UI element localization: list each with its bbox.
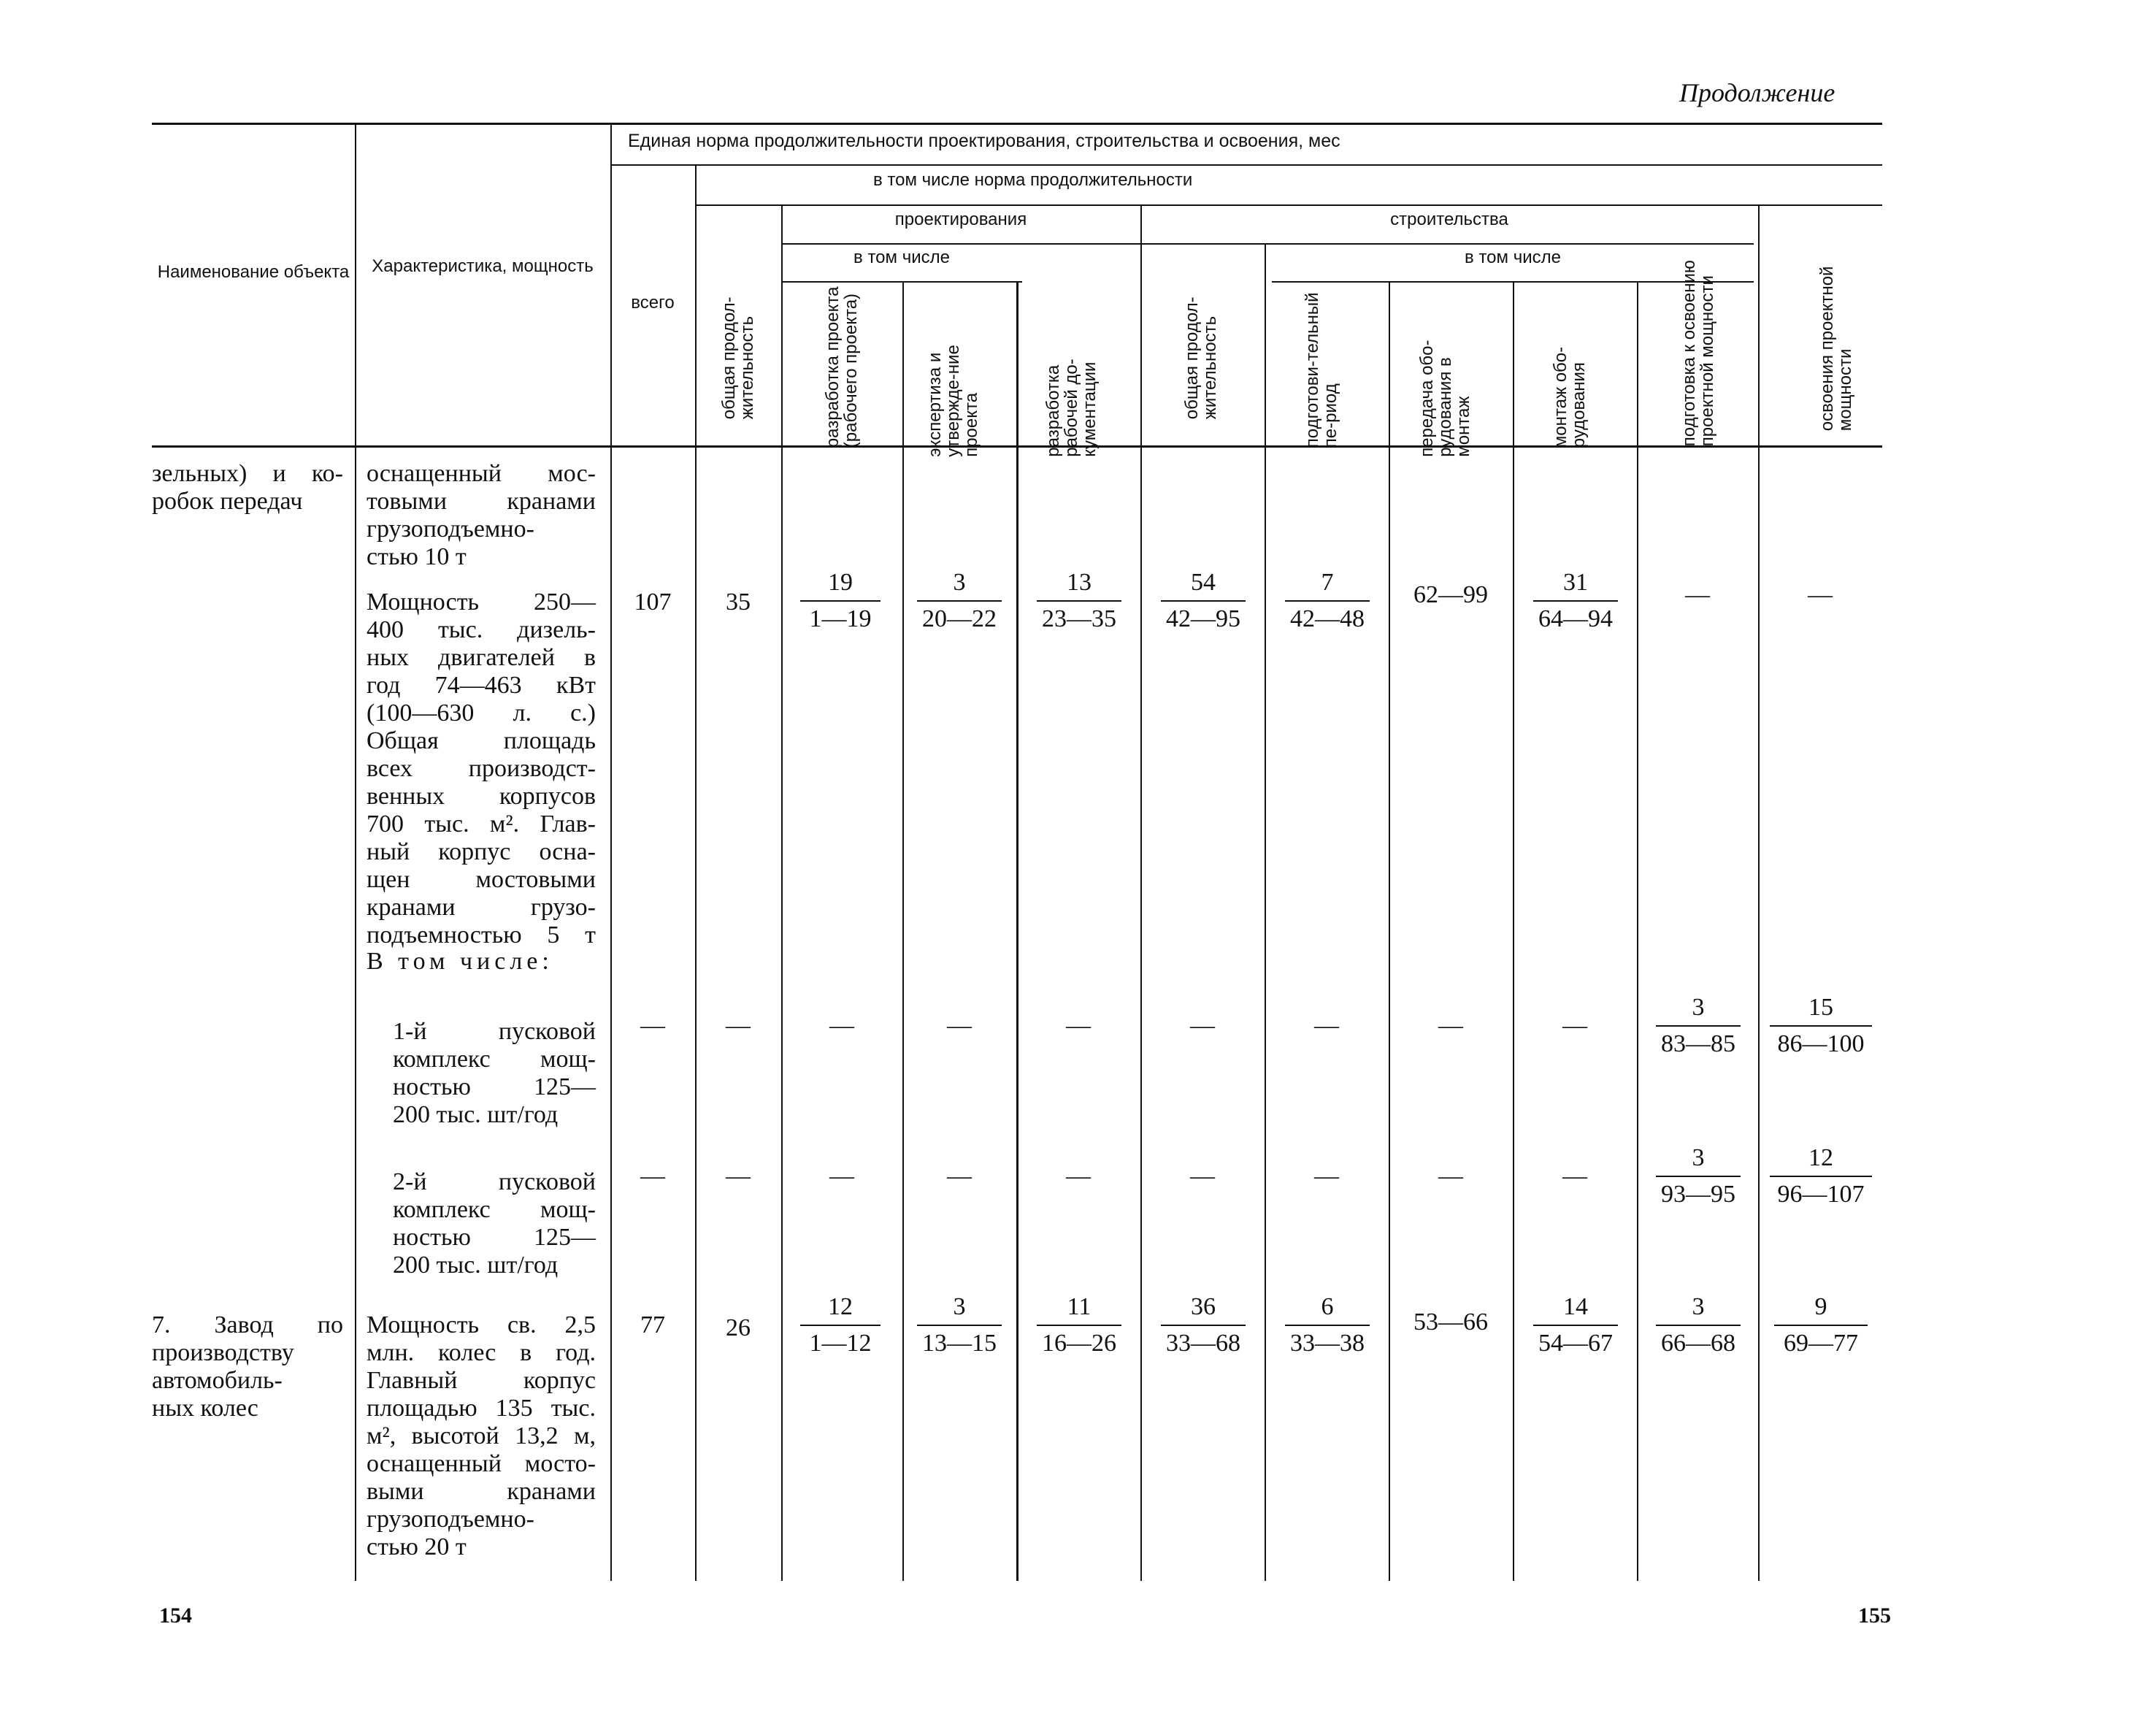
fraction-denominator: 33—38 bbox=[1290, 1330, 1365, 1357]
text-line: товыми кранами bbox=[367, 488, 596, 515]
row2-constr-prep: — bbox=[1314, 1012, 1339, 1039]
text-line: 1-й пусковой bbox=[393, 1018, 596, 1045]
text-line: выми кранами bbox=[367, 1478, 596, 1505]
row2-constr-install: — bbox=[1562, 1012, 1587, 1039]
header-constr-prep-dev: подготовка к освоению проектной мощности bbox=[1679, 260, 1717, 447]
row4-design-total: 26 bbox=[726, 1314, 751, 1341]
text-line: ностью 125— bbox=[393, 1073, 596, 1100]
fraction-numerator: 7 bbox=[1285, 568, 1370, 602]
text-line: ностью 125— bbox=[393, 1224, 596, 1251]
header-design-including: в том числе bbox=[853, 248, 950, 267]
fraction-denominator: 1—19 bbox=[809, 605, 872, 632]
col-line-3 bbox=[695, 166, 697, 1581]
header-design: проектирования bbox=[894, 210, 1027, 229]
rule-top bbox=[152, 123, 1882, 125]
row3-constr-prep: — bbox=[1314, 1162, 1339, 1189]
header-design-project: разработка проекта (рабочего проекта) bbox=[822, 286, 861, 448]
text-line: Общая площадь bbox=[367, 727, 596, 754]
row2-char bbox=[393, 1018, 596, 1129]
row1-design-docs bbox=[1037, 568, 1121, 634]
header-total: всего bbox=[631, 293, 675, 313]
text-line: 200 тыс. шт/год bbox=[393, 1252, 559, 1279]
col-line-5 bbox=[902, 283, 904, 1581]
fraction-numerator: 6 bbox=[1285, 1292, 1370, 1326]
row3-char bbox=[393, 1168, 596, 1279]
page-number-left: 154 bbox=[159, 1604, 192, 1628]
header-including-norm: в том числе норма продолжительности bbox=[873, 170, 1193, 190]
text-line: год 74—463 кВт bbox=[367, 672, 596, 699]
fraction-numerator: 3 bbox=[1656, 1292, 1741, 1326]
continuation-label: Продолжение bbox=[1679, 78, 1835, 107]
fraction-numerator: 31 bbox=[1533, 568, 1618, 602]
fraction-numerator: 3 bbox=[917, 1292, 1002, 1326]
text-line: 700 тыс. м². Глав- bbox=[367, 811, 596, 838]
fraction-denominator: 86—100 bbox=[1777, 1030, 1865, 1057]
row2-constr-prep-dev bbox=[1656, 993, 1741, 1059]
text-line: кранами грузо- bbox=[367, 894, 596, 921]
row4-design-project bbox=[800, 1292, 881, 1358]
col-line-12 bbox=[1758, 206, 1760, 1581]
row2-design-total: — bbox=[726, 1012, 751, 1039]
row1-mastering: — bbox=[1808, 581, 1833, 608]
row4-total: 77 bbox=[640, 1311, 665, 1338]
text-line: м², высотой 13,2 м, bbox=[367, 1422, 596, 1449]
fraction-denominator: 42—95 bbox=[1166, 605, 1240, 632]
row3-constr-prep-dev bbox=[1656, 1143, 1741, 1209]
row2-mastering bbox=[1770, 993, 1872, 1059]
row1-constr-total bbox=[1161, 568, 1246, 634]
rule-subgroups bbox=[781, 243, 1754, 245]
row1-char-a bbox=[367, 460, 596, 571]
text-line: площадью 135 тыс. bbox=[367, 1395, 596, 1422]
row1-constr-install bbox=[1533, 568, 1618, 634]
rule-unified bbox=[610, 164, 1882, 166]
fraction-numerator: 3 bbox=[1656, 993, 1741, 1027]
row3-total: — bbox=[640, 1162, 665, 1189]
text-line: 200 тыс. шт/год bbox=[393, 1101, 559, 1128]
header-constr-total: общая продол-жительность bbox=[1181, 296, 1220, 420]
row3-design-expertise: — bbox=[947, 1162, 972, 1189]
col-line-1 bbox=[355, 124, 356, 1581]
fraction-numerator: 3 bbox=[917, 568, 1002, 602]
fraction-numerator: 12 bbox=[800, 1292, 881, 1326]
header-unified-norm: Единая норма продолжительности проектирования, строительства и освоения, мес bbox=[628, 131, 1340, 151]
row4-constr-prep bbox=[1285, 1292, 1370, 1358]
text-line: млн. колес в год. bbox=[367, 1339, 596, 1366]
row1-constr-transfer: 62—99 bbox=[1413, 581, 1488, 608]
row2-constr-total: — bbox=[1190, 1012, 1215, 1039]
fraction-denominator: 93—95 bbox=[1661, 1181, 1735, 1208]
text-line: стью 10 т bbox=[367, 543, 467, 570]
row3-constr-transfer: — bbox=[1438, 1162, 1463, 1189]
row2-total: — bbox=[640, 1012, 665, 1039]
text-line: Мощность св. 2,5 bbox=[367, 1311, 596, 1338]
header-name: Наименование объекта bbox=[157, 262, 350, 282]
text-line: ных двигателей в bbox=[367, 644, 596, 671]
rule-including bbox=[695, 204, 1882, 206]
row1-name-line1: зельных) и ко- bbox=[152, 460, 343, 487]
col-line-11 bbox=[1637, 283, 1638, 1581]
text-line: ный корпус осна- bbox=[367, 838, 596, 865]
header-constr-including: в том числе bbox=[1465, 248, 1561, 267]
row4-design-expertise bbox=[917, 1292, 1002, 1358]
text-line: автомобиль- bbox=[152, 1367, 283, 1394]
fraction-denominator: 83—85 bbox=[1661, 1030, 1735, 1057]
fraction-denominator: 69—77 bbox=[1784, 1330, 1858, 1357]
row3-constr-install: — bbox=[1562, 1162, 1587, 1189]
text-line: Главный корпус bbox=[367, 1367, 596, 1394]
fraction-numerator: 12 bbox=[1770, 1143, 1872, 1177]
text-line: оснащенный мос- bbox=[367, 460, 596, 487]
text-line: (100—630 л. с.) bbox=[367, 700, 596, 727]
row2-design-project: — bbox=[829, 1012, 854, 1039]
row3-design-docs: — bbox=[1066, 1162, 1091, 1189]
header-constr-transfer: передача обо-рудования в монтаж bbox=[1417, 340, 1474, 457]
row1-name bbox=[152, 460, 343, 516]
row4-constr-total bbox=[1161, 1292, 1246, 1358]
row1-total: 107 bbox=[634, 589, 672, 616]
fraction-numerator: 11 bbox=[1037, 1292, 1121, 1326]
col-line-6 bbox=[1016, 283, 1018, 1581]
row3-mastering bbox=[1770, 1143, 1872, 1209]
text-line: производству bbox=[152, 1339, 294, 1366]
fraction-numerator: 13 bbox=[1037, 568, 1121, 602]
row1-design-project bbox=[800, 568, 881, 634]
row4-design-docs bbox=[1037, 1292, 1121, 1358]
text-line: грузоподъемно- bbox=[367, 1506, 534, 1533]
row1-constr-prep-dev: — bbox=[1685, 581, 1710, 608]
text-line: венных корпусов bbox=[367, 783, 596, 810]
fraction-numerator: 3 bbox=[1656, 1143, 1741, 1177]
row4-constr-prep-dev bbox=[1656, 1292, 1741, 1358]
row3-design-project: — bbox=[829, 1162, 854, 1189]
col-line-7 bbox=[1140, 206, 1142, 1581]
text-line: оснащенный мосто- bbox=[367, 1450, 596, 1477]
fraction-denominator: 1—12 bbox=[809, 1330, 872, 1357]
rule-design-including bbox=[781, 281, 1022, 283]
col-line-2 bbox=[610, 124, 612, 1581]
fraction-denominator: 64—94 bbox=[1538, 605, 1613, 632]
fraction-denominator: 23—35 bbox=[1042, 605, 1116, 632]
header-mastering: освоения проектной мощности bbox=[1817, 266, 1855, 432]
header-characteristic: Характеристика, мощность bbox=[372, 256, 594, 276]
row4-constr-transfer: 53—66 bbox=[1413, 1309, 1488, 1336]
row1-design-expertise bbox=[917, 568, 1002, 634]
fraction-numerator: 19 bbox=[800, 568, 881, 602]
fraction-numerator: 9 bbox=[1774, 1292, 1868, 1326]
fraction-numerator: 54 bbox=[1161, 568, 1246, 602]
row2-constr-transfer: — bbox=[1438, 1012, 1463, 1039]
text-line: грузоподъемно- bbox=[367, 516, 534, 543]
row3-design-total: — bbox=[726, 1162, 751, 1189]
row2-design-docs: — bbox=[1066, 1012, 1091, 1039]
fraction-denominator: 13—15 bbox=[922, 1330, 997, 1357]
row1-constr-prep bbox=[1285, 568, 1370, 634]
col-line-8 bbox=[1265, 245, 1266, 1581]
header-constr-prep: подготови-тельный пе-риод bbox=[1302, 292, 1340, 448]
fraction-numerator: 36 bbox=[1161, 1292, 1246, 1326]
text-line: стью 20 т bbox=[367, 1533, 467, 1560]
header-design-expertise: экспертиза и утвержде-ние проекта bbox=[925, 345, 982, 457]
text-line: всех производст- bbox=[367, 755, 596, 782]
text-line: 2-й пусковой bbox=[393, 1168, 596, 1195]
fraction-denominator: 54—67 bbox=[1538, 1330, 1613, 1357]
row1-char-c: В том числе: bbox=[367, 948, 553, 975]
row1-design-total: 35 bbox=[726, 589, 751, 616]
fraction-denominator: 16—26 bbox=[1042, 1330, 1116, 1357]
row2-design-expertise: — bbox=[947, 1012, 972, 1039]
page-number-right: 155 bbox=[1858, 1604, 1891, 1628]
row4-char bbox=[367, 1311, 596, 1561]
row4-constr-install bbox=[1533, 1292, 1618, 1358]
text-line: подъемностью 5 т bbox=[367, 922, 596, 949]
fraction-denominator: 42—48 bbox=[1290, 605, 1365, 632]
text-line: щен мостовыми bbox=[367, 866, 596, 893]
fraction-denominator: 20—22 bbox=[922, 605, 997, 632]
text-line: ных колес bbox=[152, 1395, 258, 1422]
fraction-numerator: 14 bbox=[1533, 1292, 1618, 1326]
header-design-total: общая продол-жительность bbox=[718, 296, 757, 420]
row3-constr-total: — bbox=[1190, 1162, 1215, 1189]
text-line: комплекс мощ- bbox=[393, 1196, 596, 1223]
header-constr-install: монтаж обо-рудования bbox=[1550, 346, 1589, 448]
col-line-4 bbox=[781, 206, 783, 1581]
col-line-9 bbox=[1389, 283, 1390, 1581]
row4-mastering bbox=[1774, 1292, 1868, 1358]
row1-name-line2: робок передач bbox=[152, 488, 303, 515]
fraction-denominator: 66—68 bbox=[1661, 1330, 1735, 1357]
text-line: 7. Завод по bbox=[152, 1311, 343, 1338]
fraction-denominator: 33—68 bbox=[1166, 1330, 1240, 1357]
fraction-numerator: 15 bbox=[1770, 993, 1872, 1027]
text-line: Мощность 250— bbox=[367, 589, 596, 616]
header-construction: строительства bbox=[1390, 210, 1508, 229]
row1-char-b bbox=[367, 589, 596, 949]
fraction-denominator: 96—107 bbox=[1777, 1181, 1865, 1208]
text-line: комплекс мощ- bbox=[393, 1046, 596, 1073]
row4-name bbox=[152, 1311, 343, 1422]
col-line-10 bbox=[1513, 283, 1514, 1581]
header-design-docs: разработка рабочей до-кументации bbox=[1043, 359, 1100, 457]
text-line: 400 тыс. дизель- bbox=[367, 616, 596, 643]
